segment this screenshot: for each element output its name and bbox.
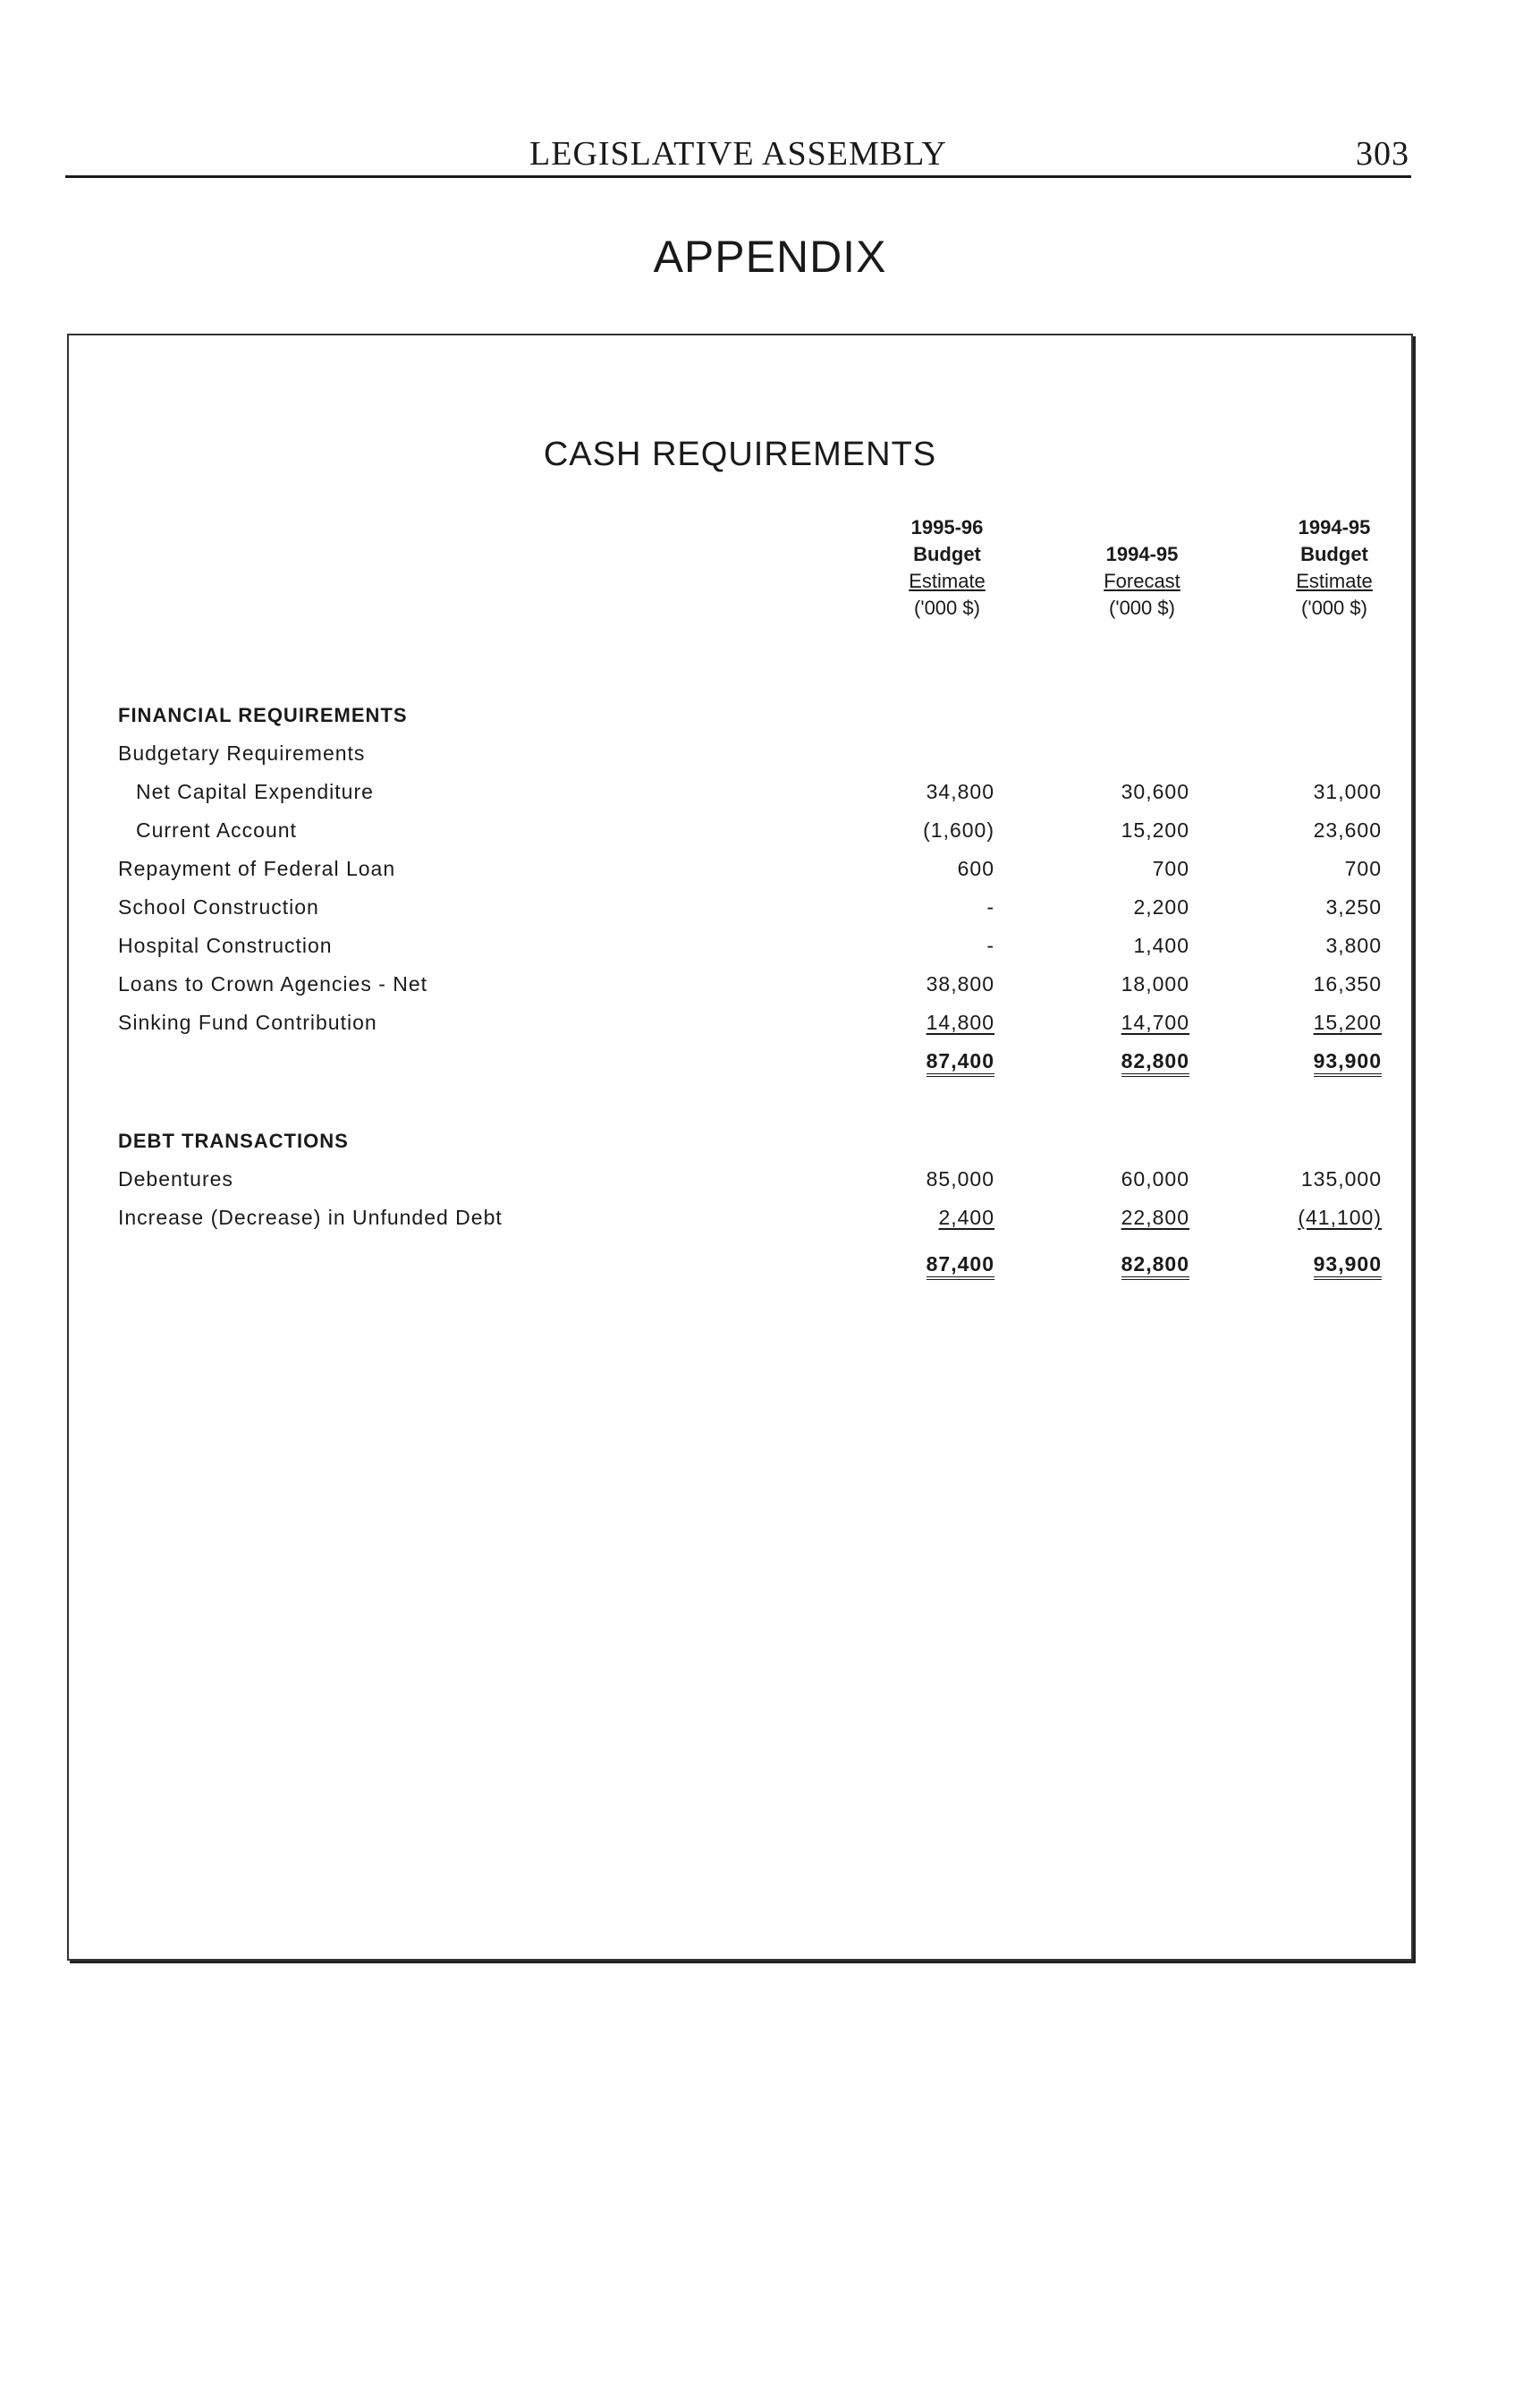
column-header-line2: Budget — [1300, 543, 1368, 565]
cell-value: 3,250 — [1325, 895, 1382, 919]
appendix-title: APPENDIX — [653, 232, 887, 282]
row-label: Repayment of Federal Loan — [118, 857, 401, 880]
column-header-line2: Budget — [913, 543, 981, 565]
row-label: Sinking Fund Contribution — [118, 1011, 383, 1034]
column-header-forecast-1994 — [1053, 514, 1231, 622]
column-header-line1 — [1053, 514, 1231, 541]
cell-value: 60,000 — [1121, 1167, 1189, 1191]
cell-value: 34,800 — [926, 780, 994, 803]
total-row-debt — [118, 1252, 1388, 1290]
row-label: School Construction — [118, 895, 325, 919]
page-number: 303 — [1356, 135, 1409, 173]
table-row — [118, 972, 1388, 1010]
cell-value: 38,800 — [926, 972, 994, 996]
row-label: Net Capital Expenditure — [136, 780, 379, 803]
table-row — [118, 895, 1388, 933]
cell-value: 23,600 — [1313, 818, 1382, 842]
cell-value: 3,800 — [1325, 934, 1382, 957]
cell-value: 30,600 — [1121, 780, 1189, 803]
column-header-unit: ('000 $) — [914, 597, 980, 619]
column-header-line1: 1994-95 — [1298, 516, 1371, 538]
row-label: Increase (Decrease) in Unfunded Debt — [118, 1206, 508, 1229]
column-header-unit: ('000 $) — [1109, 597, 1175, 619]
running-head-title: LEGISLATIVE ASSEMBLY — [529, 135, 947, 173]
cell-value: 2,200 — [1133, 895, 1189, 919]
row-label: Current Account — [136, 818, 302, 842]
cell-value: 15,200 — [1313, 1011, 1382, 1034]
total-row-financial — [118, 1049, 1388, 1087]
cell-value: 85,000 — [926, 1167, 994, 1191]
cell-value: (1,600) — [923, 818, 994, 842]
cell-value: 700 — [1152, 857, 1189, 880]
table-row — [118, 1011, 1388, 1048]
table-row — [136, 818, 1406, 856]
row-label: Loans to Crown Agencies - Net — [118, 972, 433, 996]
table-row — [118, 934, 1388, 971]
total-value: 93,900 — [1314, 1252, 1382, 1280]
cell-value: 22,800 — [1121, 1206, 1189, 1229]
cell-value: 135,000 — [1300, 1167, 1382, 1191]
row-label: Debentures — [118, 1167, 239, 1191]
cell-value: 14,800 — [926, 1011, 994, 1034]
table-row — [118, 857, 1388, 894]
cell-value: 15,200 — [1121, 818, 1189, 842]
cell-value: 14,700 — [1121, 1011, 1189, 1034]
column-header-line3: Forecast — [1104, 570, 1180, 592]
total-value: 82,800 — [1121, 1252, 1189, 1280]
total-value: 87,400 — [927, 1049, 994, 1077]
table-title: CASH REQUIREMENTS — [543, 436, 937, 473]
table-row — [118, 1206, 1388, 1243]
section-heading-debt: DEBT TRANSACTIONS — [118, 1130, 349, 1152]
column-header-line1: 1995-96 — [910, 516, 984, 538]
cell-value: 700 — [1344, 857, 1382, 880]
cell-value: (41,100) — [1298, 1206, 1382, 1229]
row-label: Hospital Construction — [118, 934, 338, 957]
cell-value: 18,000 — [1121, 972, 1189, 996]
table-row — [136, 780, 1406, 818]
column-header-budget-1995 — [858, 514, 1037, 622]
total-value: 93,900 — [1314, 1049, 1382, 1077]
column-header-line3: Estimate — [909, 570, 986, 592]
table-row — [118, 1167, 1388, 1205]
column-header-unit: ('000 $) — [1301, 597, 1367, 619]
cell-value: 1,400 — [1133, 934, 1189, 957]
total-value: 87,400 — [927, 1252, 994, 1280]
column-header-line3: Estimate — [1296, 570, 1373, 592]
row-label: Budgetary Requirements — [118, 742, 370, 765]
cell-value: 31,000 — [1313, 780, 1382, 803]
cell-value: 16,350 — [1313, 972, 1382, 996]
cell-value: - — [986, 934, 994, 957]
total-value: 82,800 — [1121, 1049, 1189, 1077]
column-header-budget-1994 — [1245, 514, 1424, 622]
subheading-budgetary — [118, 742, 1388, 779]
section-heading-financial: FINANCIAL REQUIREMENTS — [118, 704, 408, 726]
table-frame — [67, 334, 1413, 1961]
column-header-line2: 1994-95 — [1105, 543, 1179, 565]
running-head — [65, 134, 1411, 178]
cell-value: - — [986, 895, 994, 919]
cell-value: 600 — [957, 857, 994, 880]
cell-value: 2,400 — [938, 1206, 994, 1229]
